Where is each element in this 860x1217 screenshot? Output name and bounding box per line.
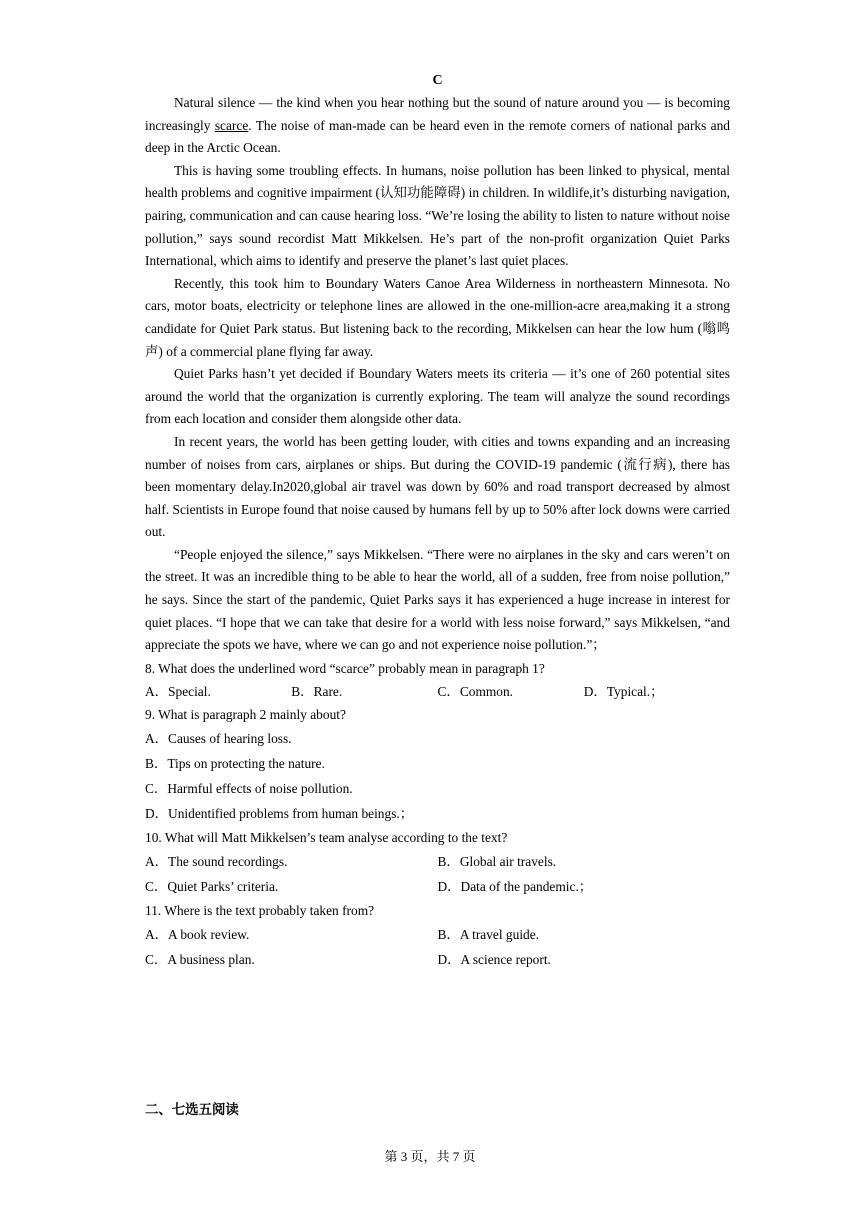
question-10 xyxy=(145,826,730,899)
page-footer: 第 3 页，共 7 页 xyxy=(384,1149,476,1164)
paragraph-4: Quiet Parks hasn’t yet decided if Boundary Waters meets its criteria — it’s one of 260 potential sites around the world that the organization is currently exploring. The team will analyze the sound recordings from each location and consider them alongside other data. xyxy=(145,366,730,427)
option-a: A．A book review. xyxy=(145,926,250,942)
option-b: B．A travel guide. xyxy=(437,926,540,942)
passage-heading: C xyxy=(432,73,443,88)
option-c: C．Harmful effects of noise pollution. xyxy=(145,780,353,796)
option-a: A．Causes of hearing loss. xyxy=(145,730,292,746)
option-c: C．A business plan. xyxy=(145,951,255,967)
paragraph-6: “People enjoyed the silence,” says Mikkelsen. “There were no airplanes in the sky and cars weren’t on the street. It was an incredible thing to be able to hear the world, all of a sudden, free from noise pollution,” he says. Since the start of the pandemic, Quiet Parks says it has experienced a huge increase in interest for quiet places. “I hope that we can take that desire for a world with less noise forward,” says Mikkelsen, “and appreciate the spots we have, where we can go and not experience noise pollution.”； xyxy=(145,546,730,653)
option-d: D．A science report. xyxy=(437,951,551,967)
options-row xyxy=(145,874,730,899)
question-text: 9. What is paragraph 2 mainly about? xyxy=(145,706,346,722)
option-a: A．Special. xyxy=(145,683,211,699)
option-c: C．Common. xyxy=(437,683,514,699)
option-c: C．Quiet Parks’ criteria. xyxy=(145,878,279,894)
option-d: D．Data of the pandemic.； xyxy=(437,878,593,894)
option-b: B．Tips on protecting the nature. xyxy=(145,755,325,771)
question-11 xyxy=(145,899,730,972)
question-text: 10. What will Matt Mikkelsen’s team analyse according to the text? xyxy=(145,829,508,845)
paragraph-5: In recent years, the world has been getting louder, with cities and towns expanding and an increasing number of noises from cars, airplanes or ships. But during the COVID-19 pandemic (流行病), there has been momentary delay.In2020,global air travel was down by 60% and road transport decreased by almost half. Scientists in Europe found that noise caused by humans fell by up to 50% after lock downs were carried out. xyxy=(145,433,730,540)
section-title: 二、七选五阅读 xyxy=(145,1102,239,1117)
option-a: A．The sound recordings. xyxy=(145,853,288,869)
option-d: D．Typical.； xyxy=(583,683,664,699)
option-b: B．Global air travels. xyxy=(437,853,557,869)
question-text: 8. What does the underlined word “scarce” probably mean in paragraph 1? xyxy=(145,660,545,676)
paragraph-1-text: Natural silence — the kind when you hear nothing but the sound of nature around you — is becoming increasingly xyxy=(145,95,730,133)
question-text: 11. Where is the text probably taken from? xyxy=(145,902,375,918)
underlined-word: scarce xyxy=(214,117,249,133)
option-d: D．Unidentified problems from human beings.； xyxy=(145,805,414,821)
question-8 xyxy=(145,657,730,703)
options-row xyxy=(145,680,730,703)
options-row xyxy=(145,849,730,874)
paragraph-3: Recently, this took him to Boundary Waters Canoe Area Wilderness in northeastern Minnesota. No cars, motor boats, electricity or telephone lines are allowed in the one-million-acre area,making it a strong candidate for Quiet Park status. But listening back to the recording, Mikkelsen can hear the low hum (嗡鸣声) of a commercial plane flying far away. xyxy=(145,275,730,359)
passage-c xyxy=(145,70,730,972)
options-row xyxy=(145,922,730,947)
paragraph-1 xyxy=(145,92,730,160)
option-b: B．Rare. xyxy=(291,683,343,699)
paragraph-2: This is having some troubling effects. In humans, noise pollution has been linked to physical, mental health problems and cognitive impairment (认知功能障碍) in children. In wildlife,it’s disturbing navigation, pairing, communication and can cause hearing loss. “We’re losing the ability to listen to nature without noise pollution,” says sound recordist Matt Mikkelsen. He’s part of the non-profit organization Quiet Parks International, which aims to identify and preserve the planet’s last quiet places. xyxy=(145,162,730,269)
options-row xyxy=(145,947,730,972)
question-9 xyxy=(145,703,730,826)
paragraph-1-text-end: . The noise of man-made can be heard even in the remote corners of national parks and deep in the Arctic Ocean. xyxy=(145,117,731,156)
